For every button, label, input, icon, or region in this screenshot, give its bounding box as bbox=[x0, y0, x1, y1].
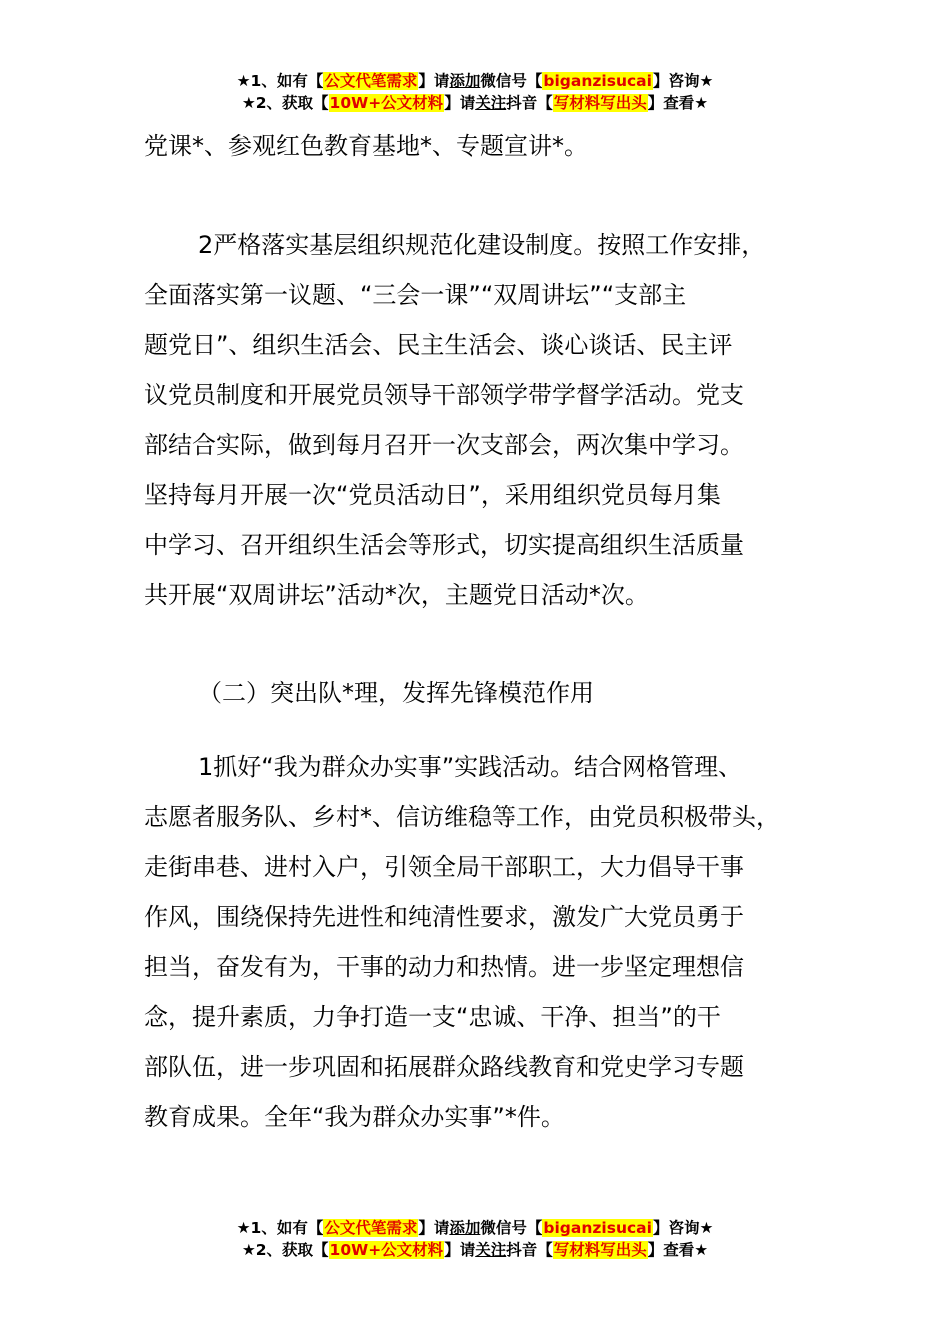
text-line: 念，提升素质，力争打造一支“忠诚、干净、担当”的干 bbox=[144, 1003, 721, 1031]
top-banner bbox=[0, 70, 950, 114]
text-line: 教育成果。全年“我为群众办实事”*件。 bbox=[144, 1103, 565, 1131]
banner-text: 】咨询★ bbox=[652, 72, 714, 90]
text-line: 党课*、参观红色教育基地*、专题宣讲*。 bbox=[144, 132, 588, 160]
banner-text: 微信号【 bbox=[480, 1219, 543, 1237]
text-line: 部队伍，进一步巩固和拓展群众路线教育和党史学习专题 bbox=[144, 1053, 744, 1081]
banner-text: 】请 bbox=[444, 1241, 476, 1259]
text-line: 坚持每月开展一次“党员活动日”，采用组织党员每月集 bbox=[144, 481, 721, 509]
banner-highlight: biganzisucai bbox=[543, 72, 652, 90]
paragraph-1 bbox=[144, 220, 844, 620]
banner-text: 抖音【 bbox=[506, 1241, 553, 1259]
text-line: 中学习、召开组织生活会等形式，切实提高组织生活质量 bbox=[144, 531, 744, 559]
text-line: 担当，奋发有为，干事的动力和热情。进一步坚定理想信 bbox=[144, 953, 744, 981]
text-line: 走街串巷、进村入户，引领全局干部职工，大力倡导干事 bbox=[144, 853, 744, 881]
banner-text: ★2、获取【 bbox=[241, 1241, 329, 1259]
banner-underlined: 添加 bbox=[449, 1219, 481, 1237]
section-heading bbox=[144, 668, 844, 718]
banner-underlined: 关注 bbox=[475, 1241, 507, 1259]
banner-text: 】咨询★ bbox=[652, 1219, 714, 1237]
banner-highlight: 公文代笔需求 bbox=[324, 1219, 418, 1237]
banner-highlight: 写材料写出头 bbox=[553, 1241, 647, 1259]
banner-text: 】请 bbox=[418, 1219, 450, 1237]
banner-text: 抖音【 bbox=[506, 94, 553, 112]
banner-text: 微信号【 bbox=[480, 72, 543, 90]
paragraph-continuation bbox=[144, 121, 844, 171]
text-line: 全面落实第一议题、“三会一课”“双周讲坛”“支部主 bbox=[144, 281, 687, 309]
text-line: 共开展“双周讲坛”活动*次，主题党日活动*次。 bbox=[144, 581, 649, 609]
banner-line-1 bbox=[0, 1217, 950, 1239]
text-line: 题党日”、组织生活会、民主生活会、谈心谈话、民主评 bbox=[144, 331, 733, 359]
banner-highlight: 10W+公文材料 bbox=[329, 94, 444, 112]
text-line: 作风，围绕保持先进性和纯清性要求，激发广大党员勇于 bbox=[144, 903, 744, 931]
banner-highlight: 写材料写出头 bbox=[553, 94, 647, 112]
banner-highlight: 10W+公文材料 bbox=[329, 1241, 444, 1259]
banner-line-2 bbox=[0, 1239, 950, 1261]
banner-line-1 bbox=[0, 70, 950, 92]
paragraph-2 bbox=[144, 742, 844, 1142]
text-line: 志愿者服务队、乡村*、信访维稳等工作，由党员积极带头， bbox=[144, 803, 780, 831]
banner-text: ★2、获取【 bbox=[241, 94, 329, 112]
banner-highlight: 公文代笔需求 bbox=[324, 72, 418, 90]
heading-text: （二）突出队*理，发挥先锋模范作用 bbox=[198, 679, 594, 707]
banner-text: 】查看★ bbox=[647, 94, 709, 112]
banner-line-2 bbox=[0, 92, 950, 114]
text-line: 部结合实际，做到每月召开一次支部会，两次集中学习。 bbox=[144, 431, 744, 459]
banner-underlined: 添加 bbox=[449, 72, 481, 90]
bottom-banner bbox=[0, 1217, 950, 1261]
banner-highlight: biganzisucai bbox=[543, 1219, 652, 1237]
banner-text: 】请 bbox=[418, 72, 450, 90]
text-line: 议党员制度和开展党员领导干部领学带学督学活动。党支 bbox=[144, 381, 744, 409]
text-line: 2严格落实基层组织规范化建设制度。按照工作安排， bbox=[198, 231, 766, 259]
text-line: 1抓好“我为群众办实事”实践活动。结合网格管理、 bbox=[198, 753, 743, 781]
banner-text: 】查看★ bbox=[647, 1241, 709, 1259]
banner-text: ★1、如有【 bbox=[236, 72, 324, 90]
banner-text: ★1、如有【 bbox=[236, 1219, 324, 1237]
banner-underlined: 关注 bbox=[475, 94, 507, 112]
banner-text: 】请 bbox=[444, 94, 476, 112]
